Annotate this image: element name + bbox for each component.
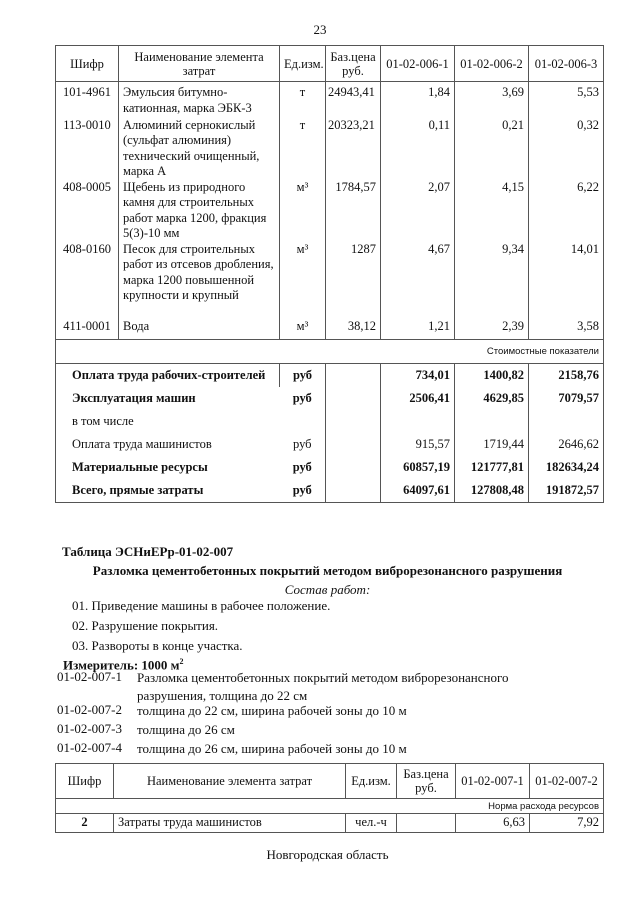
summary-v1: 915,57 bbox=[381, 433, 455, 456]
page-number: 23 bbox=[313, 22, 327, 37]
code-line bbox=[57, 702, 637, 720]
header-code: Шифр bbox=[56, 764, 114, 799]
summary-price-empty bbox=[326, 364, 381, 388]
summary-v1: 60857,19 bbox=[381, 456, 455, 479]
cell-unit: т bbox=[280, 82, 326, 118]
code: 01-02-007-1 bbox=[57, 669, 122, 684]
cell-unit: м³ bbox=[280, 242, 326, 319]
composition-label: Состав работ: bbox=[284, 582, 371, 597]
cell-v3: 3,58 bbox=[529, 319, 604, 340]
summary-row bbox=[56, 364, 604, 388]
cell-v1: 0,11 bbox=[381, 118, 455, 180]
cell-price: 24943,41 bbox=[326, 82, 381, 118]
cell-name: Эмульсия битумно-катионная, марка ЭБК-3 bbox=[119, 82, 280, 118]
summary-v2: 1400,82 bbox=[455, 364, 529, 388]
summary-unit: руб bbox=[280, 433, 326, 456]
section-label: Стоимостные показатели bbox=[56, 340, 604, 364]
cell-code: 411-0001 bbox=[56, 319, 119, 340]
cell-v3: 0,32 bbox=[529, 118, 604, 180]
table-row bbox=[56, 242, 604, 319]
section-label: Норма расхода ресурсов bbox=[56, 799, 604, 814]
summary-unit: руб bbox=[280, 387, 326, 410]
summary-v1: 2506,41 bbox=[381, 387, 455, 410]
code-desc: толщина до 22 см, ширина рабочей зоны до 10 м bbox=[137, 703, 407, 718]
summary-v3: 191872,57 bbox=[529, 479, 604, 503]
table-title: Таблица ЭСНиЕРр-01-02-007 bbox=[62, 544, 234, 559]
summary-row bbox=[56, 387, 604, 410]
cell-v2: 4,15 bbox=[455, 180, 529, 242]
work-item: 03. Развороты в конце участка. bbox=[72, 638, 243, 653]
summary-v2: 4629,85 bbox=[455, 387, 529, 410]
summary-row bbox=[56, 479, 604, 503]
header-price: Баз.цена руб. bbox=[397, 764, 456, 799]
cell-code: 101-4961 bbox=[56, 82, 119, 118]
cell-code: 2 bbox=[56, 814, 114, 833]
header-col2: 01-02-006-2 bbox=[455, 46, 529, 82]
summary-name: Оплата труда машинистов bbox=[56, 433, 280, 456]
cell-name: Песок для строительных работ из отсевов дробления, марка 1200 повышенной крупности и крупный bbox=[119, 242, 280, 319]
summary-price-empty bbox=[326, 479, 381, 503]
summary-v2: 127808,48 bbox=[455, 479, 529, 503]
table-header-row bbox=[56, 764, 604, 799]
cell-name: Затраты труда машинистов bbox=[114, 814, 346, 833]
header-col1: 01-02-007-1 bbox=[456, 764, 530, 799]
summary-v3: 182634,24 bbox=[529, 456, 604, 479]
table-row bbox=[56, 180, 604, 242]
summary-v1: 64097,61 bbox=[381, 479, 455, 503]
table-header-row bbox=[56, 46, 604, 82]
summary-v1: 734,01 bbox=[381, 364, 455, 388]
resources-table-006 bbox=[55, 45, 604, 503]
table-subtitle: Разломка цементобетонных покрытий методом виброрезонансного разрушения bbox=[92, 563, 563, 578]
summary-name: Всего, прямые затраты bbox=[56, 479, 280, 503]
header-col1: 01-02-006-1 bbox=[381, 46, 455, 82]
resources-table-007 bbox=[55, 763, 604, 833]
cell-price bbox=[397, 814, 456, 833]
code: 01-02-007-3 bbox=[57, 721, 122, 736]
summary-v2: 121777,81 bbox=[455, 456, 529, 479]
code-desc: Разломка цементобетонных покрытий методом виброрезонансного разрушения, толщина до 22 см bbox=[137, 670, 509, 703]
cell-code: 408-0160 bbox=[56, 242, 119, 319]
summary-price-empty bbox=[326, 387, 381, 410]
cell-name: Вода bbox=[119, 319, 280, 340]
header-col2: 01-02-007-2 bbox=[530, 764, 604, 799]
summary-unit: руб bbox=[280, 479, 326, 503]
summary-name: Оплата труда рабочих-строителей bbox=[56, 364, 280, 388]
summary-v3: 7079,57 bbox=[529, 387, 604, 410]
summary-price-empty bbox=[326, 456, 381, 479]
section-row bbox=[56, 799, 604, 814]
code-desc: толщина до 26 см bbox=[137, 722, 235, 737]
cell-price: 20323,21 bbox=[326, 118, 381, 180]
work-item: 02. Разрушение покрытия. bbox=[72, 618, 219, 633]
cell-unit: м³ bbox=[280, 180, 326, 242]
cell-price: 1287 bbox=[326, 242, 381, 319]
header-unit: Ед.изм. bbox=[280, 46, 326, 82]
summary-name: в том числе bbox=[56, 410, 280, 433]
summary-price-empty bbox=[326, 433, 381, 456]
code-line bbox=[57, 740, 637, 758]
cell-v2: 3,69 bbox=[455, 82, 529, 118]
summary-v3: 2158,76 bbox=[529, 364, 604, 388]
cell-name: Алюминий сернокислый (сульфат алюминия) технический очищенный, марка А bbox=[119, 118, 280, 180]
summary-v2: 1719,44 bbox=[455, 433, 529, 456]
cell-v1: 4,67 bbox=[381, 242, 455, 319]
cell-v2: 9,34 bbox=[455, 242, 529, 319]
header-unit: Ед.изм. bbox=[346, 764, 397, 799]
cell-unit: м³ bbox=[280, 319, 326, 340]
cell-v1: 6,63 bbox=[456, 814, 530, 833]
cell-v3: 5,53 bbox=[529, 82, 604, 118]
cell-v1: 1,84 bbox=[381, 82, 455, 118]
measure-text: Измеритель: 1000 м bbox=[63, 657, 180, 673]
work-item: 01. Приведение машины в рабочее положение. bbox=[72, 598, 331, 613]
summary-v1 bbox=[381, 410, 455, 433]
footer-region: Новгородская область bbox=[266, 847, 389, 862]
code-line bbox=[57, 669, 577, 705]
summary-name: Эксплуатация машин bbox=[56, 387, 280, 410]
summary-row bbox=[56, 456, 604, 479]
measure-exponent: 2 bbox=[179, 657, 184, 666]
cell-v1: 1,21 bbox=[381, 319, 455, 340]
cell-price: 1784,57 bbox=[326, 180, 381, 242]
header-code: Шифр bbox=[56, 46, 119, 82]
table-row bbox=[56, 319, 604, 340]
cell-v1: 2,07 bbox=[381, 180, 455, 242]
header-col3: 01-02-006-3 bbox=[529, 46, 604, 82]
cell-v2: 0,21 bbox=[455, 118, 529, 180]
cell-unit: чел.-ч bbox=[346, 814, 397, 833]
table-row bbox=[56, 118, 604, 180]
summary-unit: руб bbox=[280, 456, 326, 479]
code: 01-02-007-4 bbox=[57, 740, 122, 755]
code-desc: толщина до 26 см, ширина рабочей зоны до 10 м bbox=[137, 741, 407, 756]
summary-row bbox=[56, 410, 604, 433]
summary-unit: руб bbox=[280, 364, 326, 388]
header-name: Наименование элемента затрат bbox=[119, 46, 280, 82]
cell-v2: 2,39 bbox=[455, 319, 529, 340]
cell-v2: 7,92 bbox=[530, 814, 604, 833]
summary-v3: 2646,62 bbox=[529, 433, 604, 456]
summary-unit bbox=[280, 410, 326, 433]
cell-v3: 14,01 bbox=[529, 242, 604, 319]
table-row bbox=[56, 82, 604, 118]
header-name: Наименование элемента затрат bbox=[114, 764, 346, 799]
table-row bbox=[56, 814, 604, 833]
summary-name: Материальные ресурсы bbox=[56, 456, 280, 479]
summary-price-empty bbox=[326, 410, 381, 433]
cell-name: Щебень из природного камня для строительных работ марка 1200, фракция 5(3)-10 мм bbox=[119, 180, 280, 242]
code: 01-02-007-2 bbox=[57, 702, 122, 717]
cell-code: 113-0010 bbox=[56, 118, 119, 180]
summary-v3 bbox=[529, 410, 604, 433]
cell-v3: 6,22 bbox=[529, 180, 604, 242]
cell-price: 38,12 bbox=[326, 319, 381, 340]
header-price: Баз.цена руб. bbox=[326, 46, 381, 82]
cell-code: 408-0005 bbox=[56, 180, 119, 242]
section-row bbox=[56, 340, 604, 364]
code-line bbox=[57, 721, 637, 739]
summary-row bbox=[56, 433, 604, 456]
summary-v2 bbox=[455, 410, 529, 433]
cell-unit: т bbox=[280, 118, 326, 180]
